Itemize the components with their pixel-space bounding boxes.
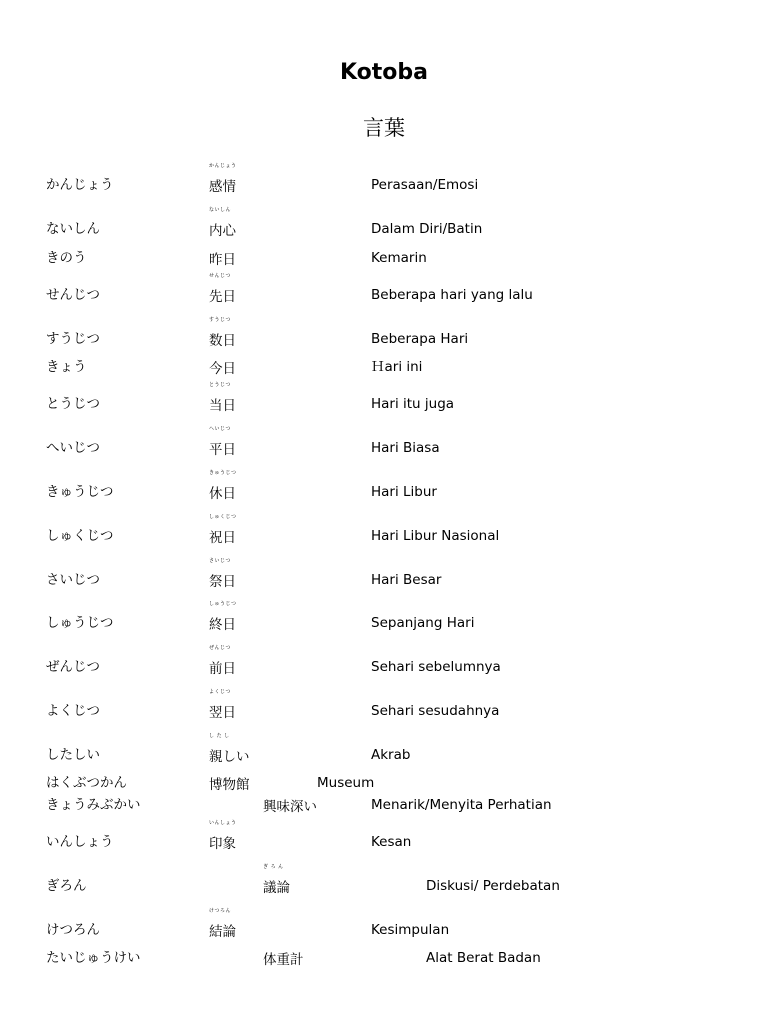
- vocab-kanji-cell: [209, 317, 236, 350]
- vocab-kanji-cell: [263, 796, 317, 816]
- vocab-kanji-cell: [209, 358, 236, 378]
- vocab-kanji-cell: [209, 774, 250, 794]
- vocab-kanji: 翌日: [209, 705, 236, 721]
- vocab-kanji: 興味深い: [263, 799, 317, 815]
- vocab-meaning: Hari Libur Nasional: [371, 528, 500, 544]
- vocab-meaning: Sehari sesudahnya: [371, 703, 500, 719]
- vocab-kanji: 当日: [209, 398, 236, 414]
- vocab-kanji: 議論: [263, 880, 290, 896]
- vocab-reading: かんじょう: [46, 177, 114, 193]
- vocab-kanji-cell: [209, 514, 237, 547]
- vocab-kanji-cell: [209, 207, 236, 240]
- vocab-reading: さいじつ: [46, 572, 100, 588]
- vocab-reading: しゅくじつ: [46, 528, 114, 544]
- vocab-reading: したしい: [46, 747, 100, 763]
- vocab-meaning: Kemarin: [371, 250, 427, 266]
- vocab-reading: けつろん: [46, 922, 100, 938]
- vocab-meaning: Dalam Diri/Batin: [371, 221, 483, 237]
- vocab-meaning: Sehari sebelumnya: [371, 659, 501, 675]
- vocab-furigana: きゅうじつ: [209, 470, 237, 476]
- page-title: Kotoba: [340, 60, 428, 85]
- vocab-reading: はくぶつかん: [46, 775, 127, 791]
- vocab-reading: いんしょう: [46, 834, 114, 850]
- vocab-kanji-cell: [209, 249, 236, 269]
- vocab-kanji: 今日: [209, 361, 236, 377]
- vocab-kanji: 博物館: [209, 777, 250, 793]
- vocab-kanji: 平日: [209, 442, 236, 458]
- vocab-meaning: Perasaan/Emosi: [371, 177, 479, 193]
- vocab-meaning: Ｈari ini: [371, 359, 423, 375]
- vocab-meaning: Kesan: [371, 834, 412, 850]
- vocab-meaning: Menarik/Menyita Perhatian: [371, 797, 552, 813]
- vocab-reading: しゅうじつ: [46, 615, 114, 631]
- vocab-furigana: ぎ ろ ん: [263, 864, 284, 870]
- vocab-kanji-cell: [209, 645, 236, 678]
- vocab-reading: たいじゅうけい: [46, 950, 141, 966]
- vocab-kanji-cell: [209, 689, 236, 722]
- vocab-reading: せんじつ: [46, 287, 100, 303]
- vocab-kanji: 祭日: [209, 574, 236, 590]
- vocab-kanji: 休日: [209, 486, 236, 502]
- vocab-furigana: ぜんじつ: [209, 645, 232, 651]
- vocab-meaning: Beberapa hari yang lalu: [371, 287, 533, 303]
- vocab-kanji: 印象: [209, 836, 236, 852]
- vocab-furigana: よくじつ: [209, 689, 232, 695]
- vocab-reading: きょう: [46, 359, 87, 375]
- vocab-kanji-cell: [209, 601, 237, 634]
- vocab-kanji-cell: [209, 470, 237, 503]
- vocab-furigana: かんじょう: [209, 163, 237, 169]
- vocab-furigana: しゅうじつ: [209, 601, 237, 607]
- vocab-reading: すうじつ: [46, 331, 100, 347]
- vocab-meaning: Diskusi/ Perdebatan: [426, 878, 560, 894]
- vocab-kanji: 昨日: [209, 252, 236, 268]
- vocab-kanji: 感情: [209, 179, 236, 195]
- vocab-meaning: Kesimpulan: [371, 922, 450, 938]
- vocab-meaning: Akrab: [371, 747, 411, 763]
- vocab-kanji-cell: [209, 558, 236, 591]
- vocab-kanji-cell: [209, 733, 250, 766]
- vocab-reading: ないしん: [46, 221, 100, 237]
- vocab-reading: ぜんじつ: [46, 659, 100, 675]
- vocab-furigana: ないしん: [209, 207, 232, 213]
- vocab-kanji: 体重計: [263, 952, 304, 968]
- vocab-kanji-cell: [209, 426, 236, 459]
- vocab-meaning: Alat Berat Badan: [426, 950, 541, 966]
- vocab-furigana: すうじつ: [209, 317, 232, 323]
- vocab-furigana: せんじつ: [209, 273, 232, 279]
- vocab-kanji: 先日: [209, 289, 236, 305]
- vocab-kanji: 終日: [209, 617, 236, 633]
- vocab-furigana: しゅくじつ: [209, 514, 237, 520]
- vocab-reading: よくじつ: [46, 703, 100, 719]
- vocab-kanji-cell: [209, 273, 236, 306]
- vocab-kanji-cell: [209, 820, 237, 853]
- vocab-furigana: へいじつ: [209, 426, 232, 432]
- vocab-kanji: 親しい: [209, 749, 250, 765]
- vocab-furigana: けつろん: [209, 908, 232, 914]
- vocab-kanji: 内心: [209, 223, 236, 239]
- vocab-kanji: 祝日: [209, 530, 236, 546]
- vocab-meaning: Museum: [317, 775, 375, 791]
- vocab-reading: きょうみぶかい: [46, 797, 141, 813]
- vocab-meaning: Sepanjang Hari: [371, 615, 475, 631]
- vocab-kanji-cell: [209, 908, 236, 941]
- vocab-kanji-cell: [209, 382, 236, 415]
- vocab-furigana: とうじつ: [209, 382, 232, 388]
- vocab-meaning: Hari Biasa: [371, 440, 440, 456]
- vocab-kanji: 結論: [209, 924, 236, 940]
- vocab-reading: きゅうじつ: [46, 484, 114, 500]
- vocab-reading: とうじつ: [46, 396, 100, 412]
- page-subtitle: 言葉: [363, 116, 405, 140]
- vocab-meaning: Hari itu juga: [371, 396, 455, 412]
- vocab-kanji-cell: [263, 949, 304, 969]
- vocab-furigana: いんしょう: [209, 820, 237, 826]
- vocab-kanji: 前日: [209, 661, 236, 677]
- vocab-reading: へいじつ: [46, 440, 100, 456]
- vocab-kanji-cell: [263, 864, 290, 897]
- vocab-meaning: Beberapa Hari: [371, 331, 469, 347]
- vocab-furigana: し た し: [209, 733, 230, 739]
- vocab-reading: きのう: [46, 250, 87, 266]
- vocab-reading: ぎろん: [46, 878, 87, 894]
- vocab-kanji-cell: [209, 163, 237, 196]
- vocab-meaning: Hari Libur: [371, 484, 437, 500]
- vocab-kanji: 数日: [209, 333, 236, 349]
- vocab-meaning: Hari Besar: [371, 572, 442, 588]
- vocab-furigana: さいじつ: [209, 558, 232, 564]
